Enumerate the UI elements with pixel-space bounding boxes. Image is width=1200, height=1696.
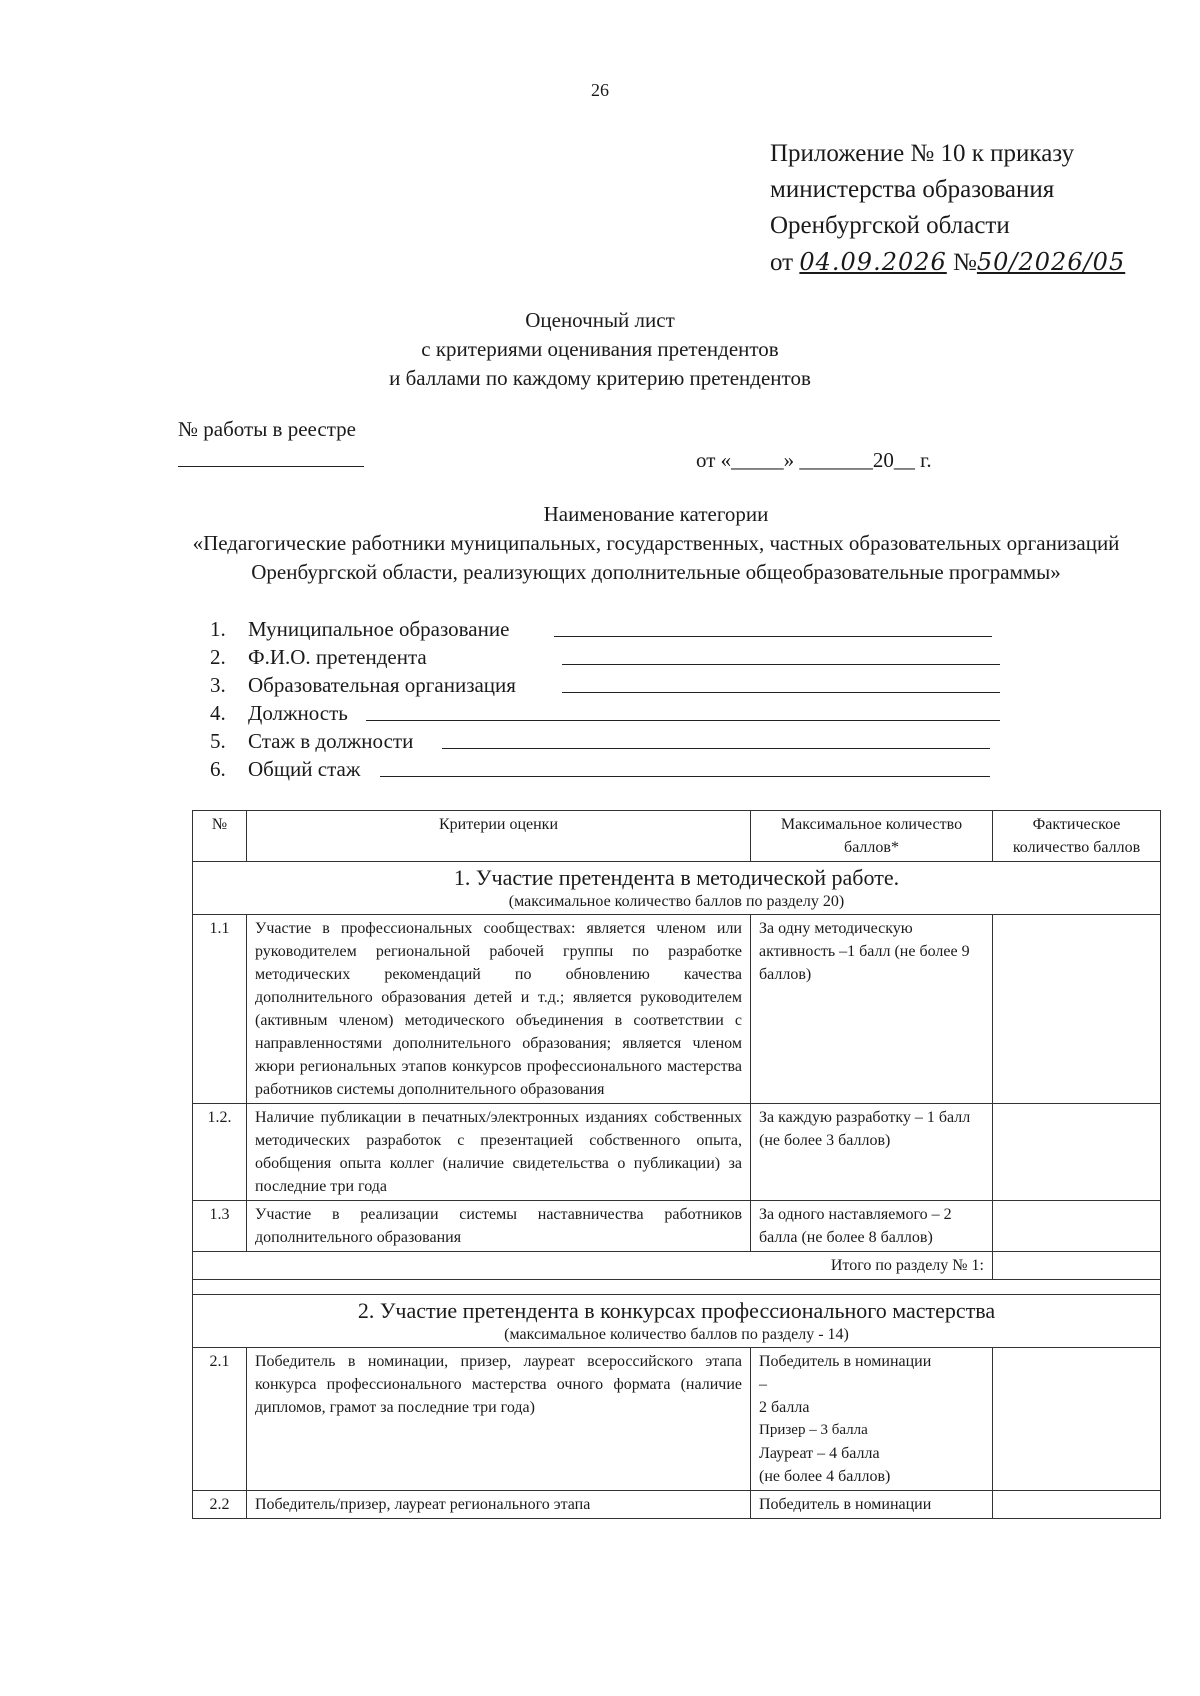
appendix-order-line	[770, 244, 1125, 281]
field-blank-line	[562, 692, 1000, 693]
row-criteria: Участие в профессиональных сообществах: является членом или руководителем региональной рабочей группы по разработке методических рекомендаций по обновлению качества дополнительного образования детей и т.д.; является руководителем (активным членом) методического объединения в соответствии с направленностями дополнительного образования; является членом жюри региональных этапов конкурсов профессионального мастерства работников системы дополнительного образования	[247, 915, 751, 1104]
field-number: 5.	[210, 729, 226, 753]
page-number: 26	[591, 80, 609, 100]
row-number: 1.1	[193, 915, 247, 1104]
field-organization	[210, 671, 516, 699]
field-label: Образовательная организация	[248, 673, 516, 697]
field-blank-line	[562, 664, 1000, 665]
handwritten-order-number: 50/2026/05	[976, 248, 1126, 276]
handwritten-date: 04.09.2026	[799, 248, 947, 276]
row-criteria: Участие в реализации системы наставничества работников дополнительного образования	[247, 1201, 751, 1252]
field-full-name	[210, 643, 516, 671]
spacer-row	[193, 1280, 1161, 1295]
row-actual-points[interactable]	[993, 1348, 1161, 1491]
row-criteria: Наличие публикации в печатных/электронных изданиях собственных методических разработок с презентацией собственного опыта, обобщения опыта коллег (наличие свидетельства о публикации) за последние три года	[247, 1104, 751, 1201]
appendix-line-3: Оренбургской области	[770, 212, 1010, 239]
registry-blank-line	[178, 466, 364, 467]
field-number: 2.	[210, 645, 226, 669]
row-number: 2.2	[193, 1491, 247, 1519]
section-1-total-value[interactable]	[993, 1252, 1161, 1280]
field-blank-line	[554, 636, 992, 637]
row-max-points: За каждую разработку – 1 балл (не более 3 баллов)	[751, 1104, 993, 1201]
header-criteria: Критерии оценки	[247, 811, 751, 862]
field-total-experience	[210, 755, 516, 783]
section-1-header	[193, 862, 1161, 915]
field-number: 1.	[210, 617, 226, 641]
max-line: Призер – 3 балла	[759, 1422, 868, 1438]
category-text: «Педагогические работники муниципальных, государственных, частных образовательных организаций Оренбургской области, реализующих дополнительные общеобразовательные программы»	[192, 531, 1120, 584]
field-number: 4.	[210, 701, 226, 725]
field-municipality	[210, 615, 516, 643]
section-1-total-label: Итого по разделу № 1:	[193, 1252, 993, 1280]
max-line: Победитель в номинации	[759, 1353, 932, 1370]
table-row	[193, 1348, 1161, 1491]
row-actual-points[interactable]	[993, 1491, 1161, 1519]
field-label: Общий стаж	[248, 757, 361, 781]
title-line-1: Оценочный лист	[525, 308, 675, 332]
appendix-line-1: Приложение № 10 к приказу	[770, 140, 1075, 167]
registry-label: № работы в реестре	[178, 417, 356, 441]
row-actual-points[interactable]	[993, 1104, 1161, 1201]
header-max-points: Максимальное количество баллов*	[751, 811, 993, 862]
table-row	[193, 1491, 1161, 1519]
field-blank-line	[442, 748, 990, 749]
field-blank-line	[366, 720, 1000, 721]
appendix-block	[770, 136, 1125, 281]
max-line: Лауреат – 4 балла	[759, 1445, 880, 1462]
header-number: №	[193, 811, 247, 862]
section-2-subtitle: (максимальное количество баллов по разделу - 14)	[504, 1326, 849, 1343]
row-max-points: За одну методическую активность –1 балл (не более 9 баллов)	[751, 915, 993, 1104]
category-heading: Наименование категории	[543, 502, 769, 526]
from-label: от	[770, 249, 794, 276]
row-criteria: Победитель в номинации, призер, лауреат всероссийского этапа конкурса профессионального мастерства очного формата (наличие дипломов, грамот за последние три года)	[247, 1348, 751, 1491]
table-row	[193, 915, 1161, 1104]
header-actual-points: Фактическое количество баллов	[993, 811, 1161, 862]
title-line-2: с критериями оценивания претендентов	[421, 337, 779, 361]
row-number: 1.2.	[193, 1104, 247, 1201]
row-criteria: Победитель/призер, лауреат регионального этапа	[247, 1491, 751, 1519]
row-actual-points[interactable]	[993, 915, 1161, 1104]
field-number: 3.	[210, 673, 226, 697]
scoring-table	[192, 810, 1161, 1519]
table-header-row	[193, 811, 1161, 862]
row-max-points	[751, 1348, 993, 1491]
date-line: от «_____» _______20__ г.	[696, 448, 932, 472]
section-2-title: 2. Участие претендента в конкурсах профессионального мастерства	[357, 1298, 996, 1323]
row-number: 1.3	[193, 1201, 247, 1252]
row-max-points: За одного наставляемого – 2 балла (не более 8 баллов)	[751, 1201, 993, 1252]
field-position	[210, 699, 516, 727]
document-title	[0, 306, 1200, 393]
section-2-header	[193, 1295, 1161, 1348]
section-1-total-row	[193, 1252, 1161, 1280]
category-block	[176, 500, 1136, 587]
table-row	[193, 1104, 1161, 1201]
appendix-line-2: министерства образования	[770, 176, 1055, 203]
table-row	[193, 1201, 1161, 1252]
applicant-fields	[210, 615, 516, 783]
field-label: Ф.И.О. претендента	[248, 645, 427, 669]
field-label: Должность	[248, 701, 348, 725]
max-line: 2 балла	[759, 1399, 810, 1416]
row-max-points: Победитель в номинации	[751, 1491, 993, 1519]
number-label: №	[953, 249, 977, 276]
title-line-3: и баллами по каждому критерию претендентов	[389, 366, 811, 390]
section-1-title: 1. Участие претендента в методической работе.	[453, 865, 900, 890]
max-line: –	[759, 1376, 767, 1393]
section-1-subtitle: (максимальное количество баллов по разделу 20)	[508, 893, 845, 910]
row-number: 2.1	[193, 1348, 247, 1491]
field-label: Муниципальное образование	[248, 617, 510, 641]
field-position-experience	[210, 727, 516, 755]
row-actual-points[interactable]	[993, 1201, 1161, 1252]
field-number: 6.	[210, 757, 226, 781]
max-line: (не более 4 баллов)	[759, 1468, 891, 1485]
field-label: Стаж в должности	[248, 729, 414, 753]
field-blank-line	[380, 776, 990, 777]
